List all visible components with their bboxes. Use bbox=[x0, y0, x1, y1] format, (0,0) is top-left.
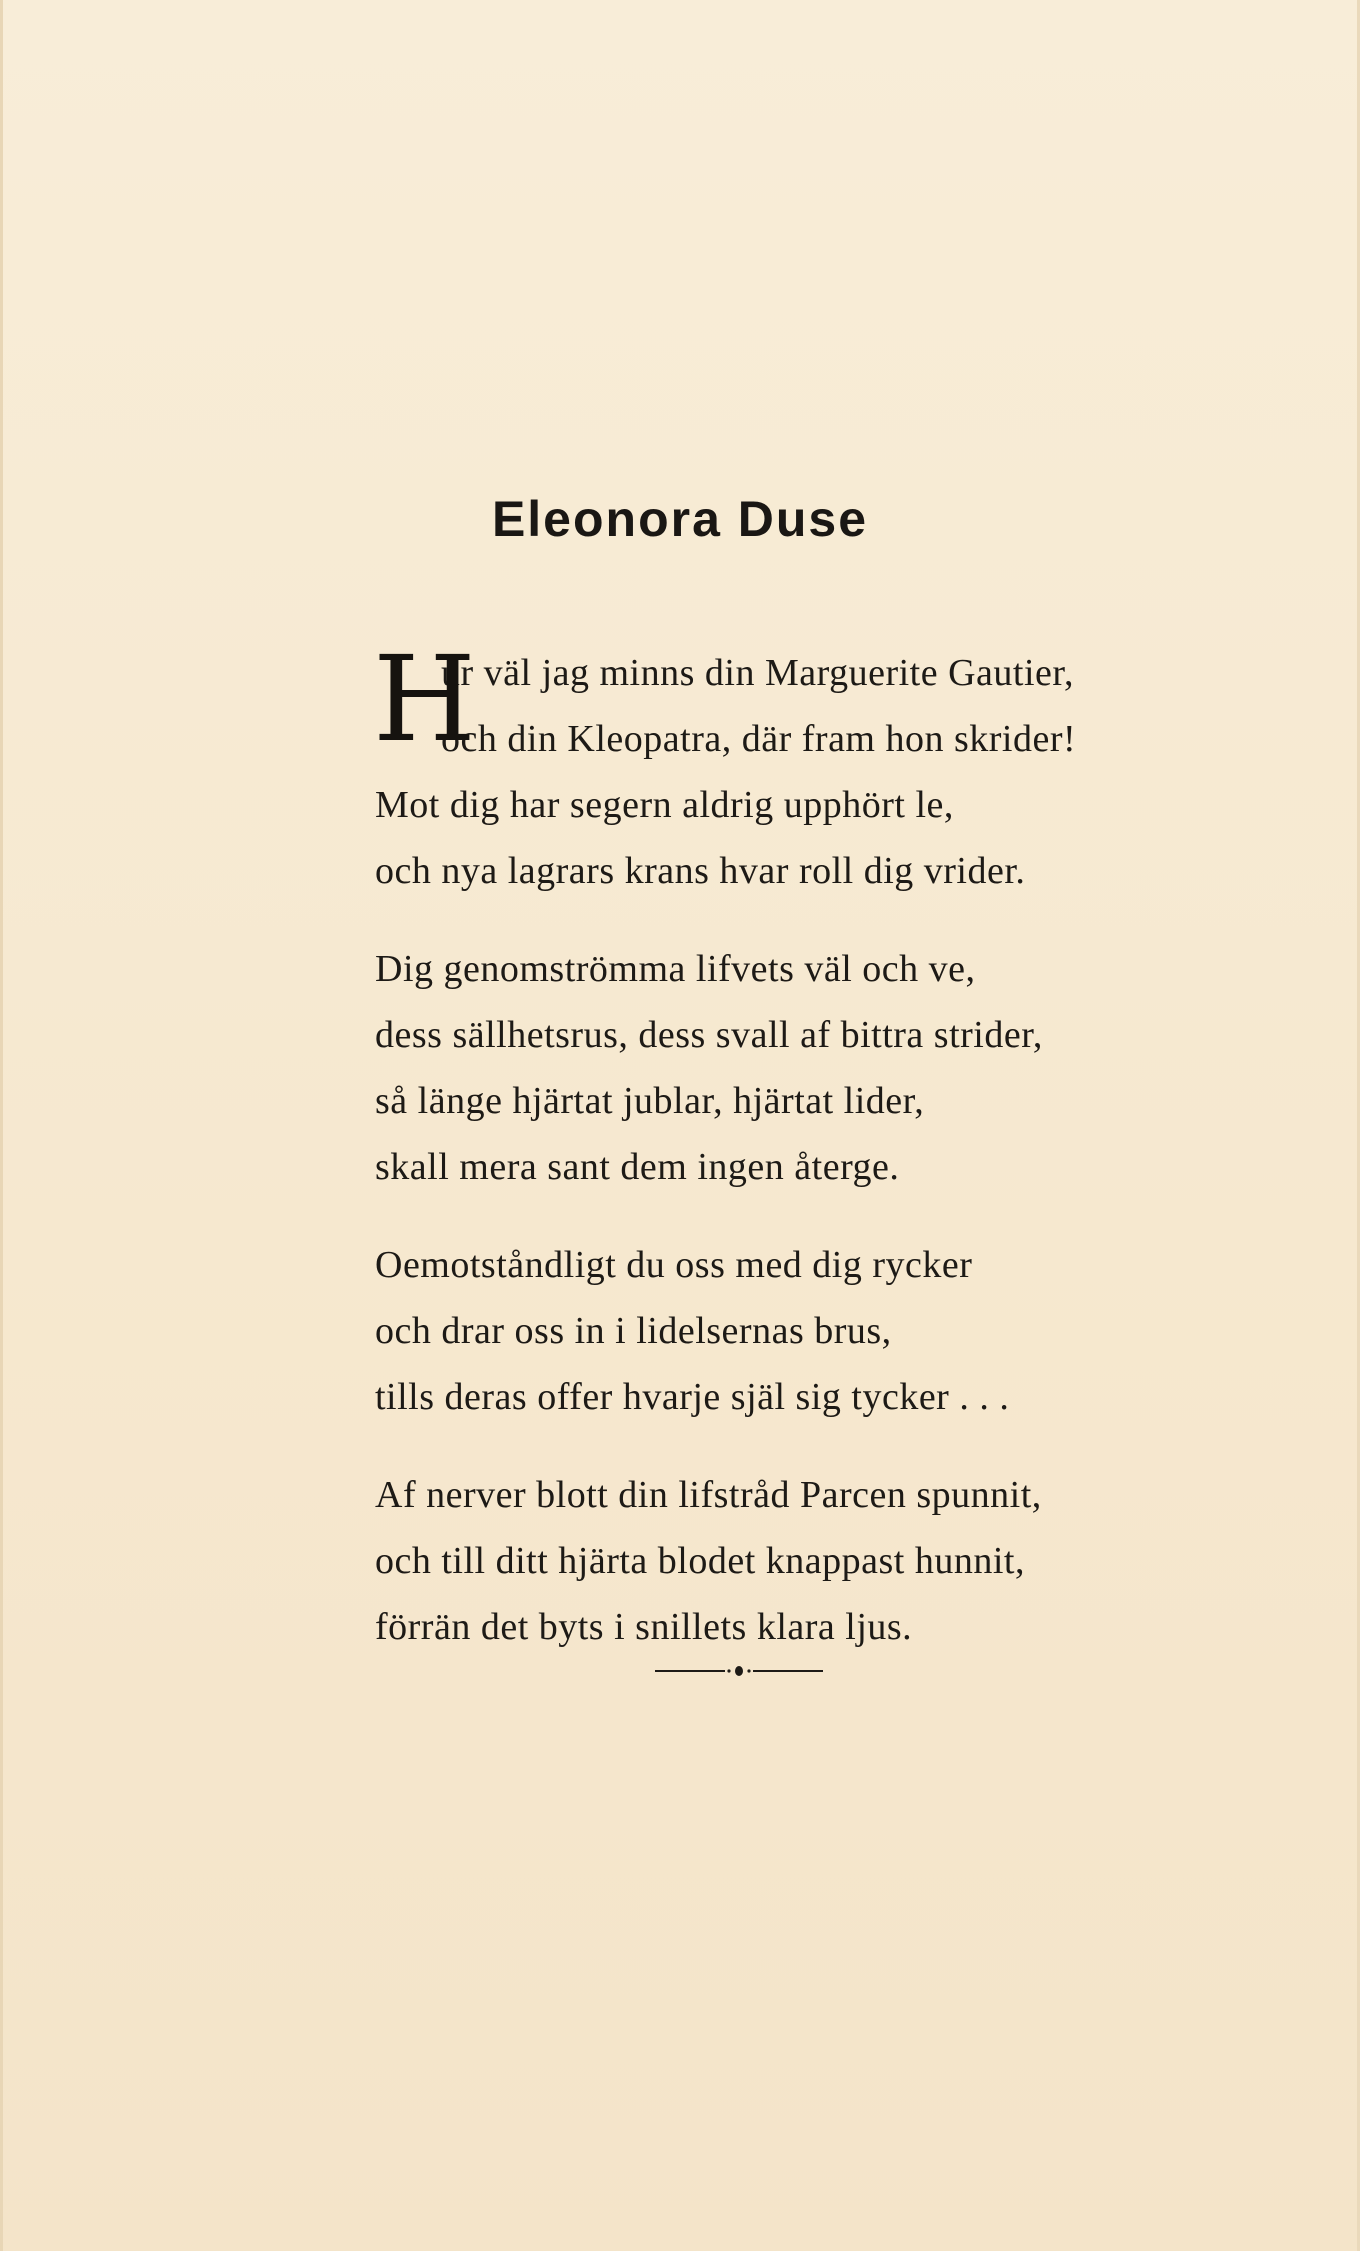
poem-line: och din Kleopatra, där fram hon skrider! bbox=[441, 718, 1077, 760]
poem-title: Eleonora Duse bbox=[491, 491, 869, 547]
poem-line: dess sällhetsrus, dess svall af bittra strider, bbox=[375, 1014, 1043, 1056]
drop-cap: H bbox=[373, 630, 477, 768]
poem-line: så länge hjärtat jublar, hjärtat lider, bbox=[375, 1080, 925, 1122]
poem-line: tills deras offer hvarje själ sig tycker . . . bbox=[375, 1376, 1010, 1418]
poem-line: Mot dig har segern aldrig upphört le, bbox=[375, 784, 954, 826]
rule-ornament-icon bbox=[655, 1664, 823, 1678]
poem-line: och nya lagrars krans hvar roll dig vrider. bbox=[375, 850, 1026, 892]
poem-line: förrän det byts i snillets klara ljus. bbox=[375, 1606, 913, 1648]
stanza-3 bbox=[375, 1232, 1175, 1430]
poem-line-text: ur väl jag minns din Marguerite Gautier, bbox=[441, 652, 1075, 694]
poem bbox=[373, 630, 1175, 1692]
stanza-4 bbox=[375, 1462, 1175, 1660]
poem-line: och till ditt hjärta blodet knappast hunnit, bbox=[375, 1540, 1025, 1582]
poem-line: Dig genomströmma lifvets väl och ve, bbox=[375, 948, 976, 990]
stanza-2 bbox=[375, 936, 1175, 1200]
stanza-1 bbox=[373, 630, 1175, 904]
poem-line: skall mera sant dem ingen återge. bbox=[375, 1146, 900, 1188]
poem-line: Af nerver blott din lifstråd Parcen spunnit, bbox=[375, 1474, 1042, 1516]
poem-line: Oemotståndligt du oss med dig rycker bbox=[375, 1244, 973, 1286]
poem-line: och drar oss in i lidelsernas brus, bbox=[375, 1310, 892, 1352]
